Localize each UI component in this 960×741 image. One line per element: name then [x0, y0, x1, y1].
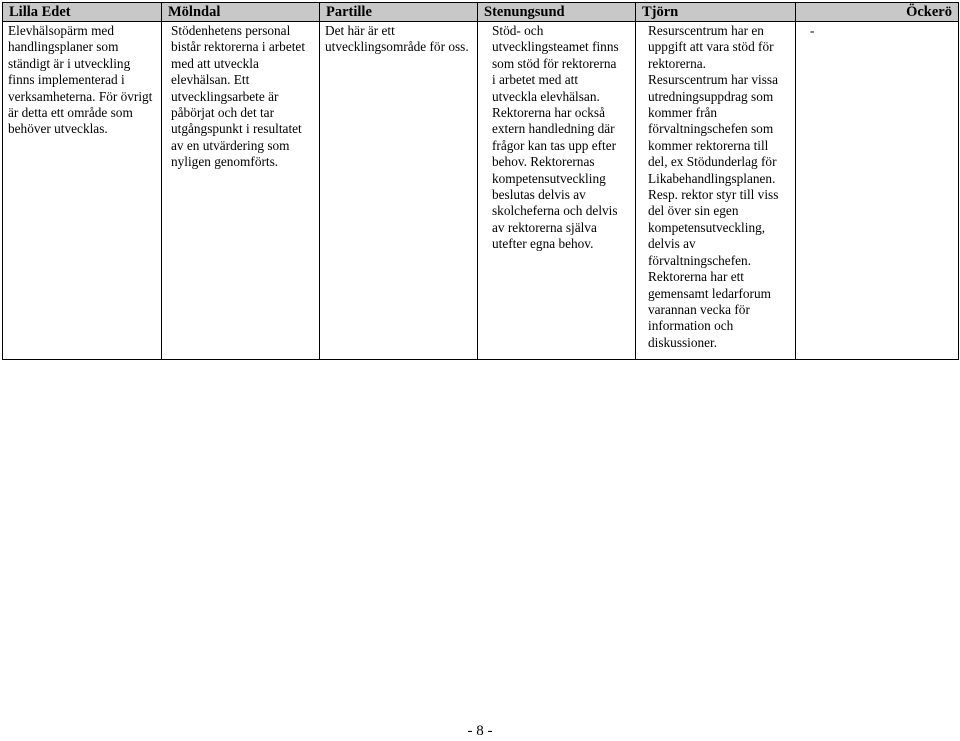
- cell-tjorn: Resurscentrum har en uppgift att vara stöd för rektorerna. Resurscentrum har vissa utredningsuppdrag som kommer från förvaltningschefen som kommer rektorerna till del, ex Stödunderlag för Likabehandlingsplanen. Resp. rektor styr till viss del över sin egen kompetensutveckling, delvis av förvaltningschefen. Rektorerna har ett gemensamt ledarforum varannan vecka för information och diskussioner.: [636, 22, 796, 360]
- column-header-tjorn: Tjörn: [636, 3, 796, 22]
- column-header-partille: Partille: [320, 3, 478, 22]
- table-header-row: [3, 3, 959, 22]
- municipality-comparison-table: [2, 2, 959, 360]
- table-row: [3, 22, 959, 360]
- cell-lilla-edet: Elevhälsopärm med handlingsplaner som ständigt är i utveckling finns implementerad i verksamheterna. För övrigt är detta ett område som behöver utvecklas.: [3, 22, 162, 360]
- column-header-stenungsund: Stenungsund: [478, 3, 636, 22]
- cell-partille: Det här är ett utvecklingsområde för oss.: [320, 22, 478, 360]
- page-number: - 8 -: [467, 723, 493, 739]
- column-header-lilla-edet: Lilla Edet: [3, 3, 162, 22]
- cell-molndal: Stödenhetens personal bistår rektorerna i arbetet med att utveckla elevhälsan. Ett utvecklingsarbete är påbörjat och det tar utgångspunkt i resultatet av en utvärdering som nyligen genomförts.: [162, 22, 320, 360]
- cell-stenungsund: Stöd- och utvecklingsteamet finns som stöd för rektorerna i arbetet med att utveckla elevhälsan. Rektorerna har också extern handledning där frågor kan tas upp efter behov. Rektorernas kompetensutveckling beslutas delvis av skolcheferna och delvis av rektorerna själva utefter egna behov.: [478, 22, 636, 360]
- column-header-ockero: Öckerö: [796, 3, 959, 22]
- cell-ockero: -: [796, 22, 959, 360]
- column-header-molndal: Mölndal: [162, 3, 320, 22]
